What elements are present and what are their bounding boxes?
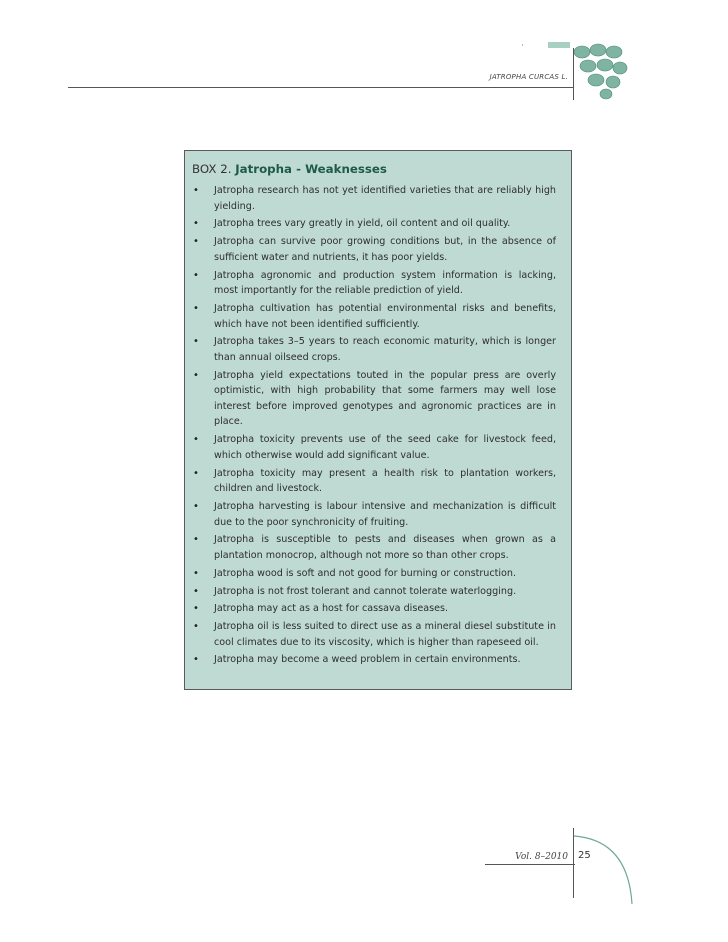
header-vertical-rule	[573, 48, 574, 100]
seed-graphic	[520, 40, 630, 100]
list-item	[192, 234, 556, 265]
bullet-icon: •	[193, 467, 199, 479]
list-item-text: Jatropha wood is soft and not good for burning or construction.	[214, 567, 517, 579]
list-item-text: Jatropha oil is less suited to direct use as a mineral diesel substitute in cool climates due to its viscosity, which is higher than rapeseed oil.	[214, 621, 556, 648]
bullet-icon: •	[193, 185, 199, 196]
running-head: JATROPHA CURCAS L.	[489, 73, 568, 81]
list-item-text: Jatropha research has not yet identified varieties that are reliably high yielding.	[214, 185, 556, 212]
list-item-text: Jatropha is not frost tolerant and cannot tolerate waterlogging.	[214, 585, 517, 597]
bullet-icon: •	[193, 500, 199, 512]
list-item	[192, 584, 556, 600]
weaknesses-list	[192, 183, 556, 668]
list-item	[192, 216, 556, 232]
bullet-icon: •	[193, 621, 199, 633]
list-item-text: Jatropha trees vary greatly in yield, oil content and oil quality.	[214, 218, 511, 230]
list-item	[192, 183, 556, 214]
bullet-icon: •	[193, 369, 199, 381]
list-item	[192, 499, 556, 530]
list-item-text: Jatropha cultivation has potential environmental risks and benefits, which have not been identified sufficiently.	[214, 302, 556, 330]
box-title-text: Jatropha - Weaknesses	[235, 162, 387, 176]
header-rule	[68, 87, 574, 88]
list-item-text: Jatropha may become a weed problem in certain environments.	[214, 654, 521, 666]
list-item	[192, 334, 556, 365]
footer-rule	[485, 864, 575, 865]
bullet-icon: •	[193, 434, 199, 446]
bullet-icon: •	[193, 585, 199, 597]
bullet-icon: •	[193, 603, 199, 615]
bullet-icon: •	[193, 654, 199, 666]
list-item	[192, 301, 556, 332]
bullet-icon: •	[193, 336, 199, 348]
list-item-text: Jatropha agronomic and production system information is lacking, most importantly for the reliable prediction of yield.	[214, 269, 556, 297]
box-label: BOX 2.	[192, 162, 232, 176]
list-item-text: Jatropha yield expectations touted in the popular press are overly optimistic, with high probability that some farmers may well lose interest before improved genotypes and agronomic practices are in place.	[214, 369, 556, 428]
list-item	[192, 466, 556, 497]
bullet-icon: •	[193, 302, 199, 314]
footer-arc-decoration	[570, 826, 640, 906]
list-item-text: Jatropha takes 3–5 years to reach economic maturity, which is longer than annual oilseed crops.	[214, 336, 556, 363]
list-item-text: Jatropha toxicity may present a health risk to plantation workers, children and livestock.	[214, 467, 556, 495]
list-item	[192, 652, 556, 668]
bullet-icon: •	[193, 236, 199, 248]
volume-label: Vol. 8–2010	[515, 852, 568, 862]
weaknesses-box	[184, 150, 572, 690]
bullet-icon: •	[193, 567, 199, 579]
list-item	[192, 601, 556, 617]
list-item	[192, 532, 556, 563]
list-item	[192, 432, 556, 463]
bullet-icon: •	[193, 218, 199, 230]
list-item-text: Jatropha toxicity prevents use of the seed cake for livestock feed, which otherwise would add significant value.	[214, 434, 556, 461]
list-item-text: Jatropha may act as a host for cassava diseases.	[214, 603, 449, 615]
list-item	[192, 368, 556, 430]
list-item-text: Jatropha is susceptible to pests and diseases when grown as a plantation monocrop, although not more so than other crops.	[214, 534, 556, 561]
list-item	[192, 268, 556, 299]
page-number: 25	[578, 850, 591, 861]
list-item-text: Jatropha can survive poor growing conditions but, in the absence of sufficient water and nutrients, it has poor yields.	[214, 236, 556, 263]
list-item-text: Jatropha harvesting is labour intensive and mechanization is difficult due to the poor synchronicity of fruiting.	[214, 500, 556, 528]
box-title	[192, 162, 556, 177]
list-item	[192, 566, 556, 582]
bullet-icon: •	[193, 269, 199, 281]
list-item	[192, 619, 556, 650]
bullet-icon: •	[193, 534, 199, 546]
